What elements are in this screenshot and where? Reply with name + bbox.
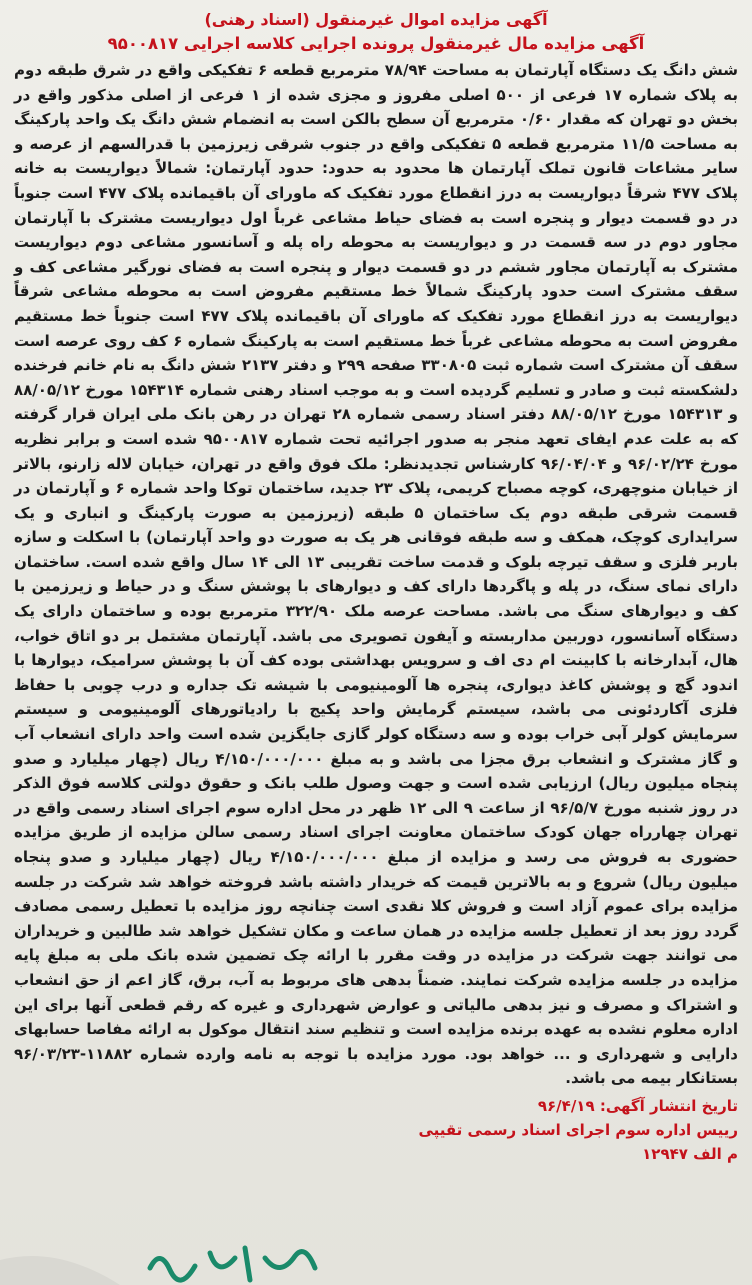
signature: رییس اداره سوم اجرای اسناد رسمی تقیپی — [418, 1120, 738, 1139]
handwritten-scribble — [140, 1228, 340, 1285]
notice-code: م الف ۱۲۹۴۷ — [642, 1144, 738, 1163]
publish-date: تاریخ انتشار آگهی: ۹۶/۴/۱۹ — [537, 1096, 738, 1115]
notice-body: شش دانگ یک دستگاه آپارتمان به مساحت ۷۸/۹۴ مترمربع قطعه ۶ تفکیکی واقع در شرق طبقه دوم به پلاک شماره ۱۷ فرعی از ۵۰۰ اصلی مفروز و مجزی شده از ۱ فرعی از اصلی مذکور واقع در بخش دو تهران که مقدار ۰/۶۰ مترمربع آن سطح بالکن است به انضمام شش دانگ یک واحد پارکینگ به مساحت ۱۱/۵ مترمربع قطعه ۵ تفکیکی واقع در جنوب شرقی زیرزمین با قدرالسهم از عرصه و سایر مشاعات قانون تملک آپارتمان ها محدود به حدود: حدود آپارتمان: شمالاً دیواریست به خانه پلاک ۴۷۷ شرقاً دیواریست به درز انقطاع مورد تفکیک که ماورای آن باقیمانده پلاک ۴۷۷ است جنوباً در دو قسمت دیوار و پنجره است به فضای حیاط مشاعی غرباً اول دیواریست مشترک با آپارتمان مجاور دوم در سه قسمت در و دیواریست به محوطه راه پله و آسانسور مشاعی دوم دیواریست مشترک به آپارتمان مجاور ششم در دو قسمت دیوار و پنجره است به فضای نورگیر مشاعی کف و سقف مشترک است حدود پارکینگ شمالاً خط مستقیم مفروض است به محوطه مشاعی شرقاً دیواریست به درز انقطاع مورد تفکیک که ماورای آن باقیمانده پلاک ۴۷۷ است جنوباً خط مستقیم مفروض است به محوطه مشاعی غرباً خط مستقیم است به پارکینگ شماره ۶ کف روی عرصه است سقف آن مشترک است شماره ثبت ۳۳۰۸۰۵ صفحه ۲۹۹ و دفتر ۲۱۳۷ شش دانگ به نام خانم فرخنده دلشکسته ثبت و صادر و تسلیم گردیده است و به موجب اسناد رهنی شماره ۱۵۴۳۱۴ مورخ ۸۸/۰۵/۱۲ و ۱۵۴۳۱۳ مورخ ۸۸/۰۵/۱۲ دفتر اسناد رسمی شماره ۲۸ تهران در رهن بانک ملی ایران قرار گرفته که به علت عدم ایفای تعهد منجر به صدور اجرائیه تحت شماره ۹۵۰۰۸۱۷ شده است و برابر نظریه مورخ ۹۶/۰۲/۲۴ و ۹۶/۰۴/۰۴ کارشناس تجدیدنظر: ملک فوق واقع در تهران، خیابان لاله زارنو، بالاتر از خیابان منوچهری، کوچه مصباح کریمی، پلاک ۲۳ جدید، ساختمان توکا واحد شماره ۶ و آپارتمان در قسمت شرقی طبقه دوم یک ساختمان ۵ طبقه (زیرزمین به صورت پارکینگ و انباری و یک سرایداری کوچک، همکف و سه طبقه فوقانی هر یک به صورت دو واحد آپارتمان) با اسکلت و سازه باربر فلزی و سقف تیرچه بلوک و قدمت ساخت تقریبی ۱۳ الی ۱۴ سال واقع شده است. ساختمان دارای نمای سنگ، در پله و پاگردها دارای کف و دیوارهای با پوشش سنگ و در حیاط و زیرزمین با کف و دیوارهای سنگ می باشد. مساحت عرصه ملک ۳۲۲/۹۰ مترمربع بوده و ساختمان دارای یک دستگاه آسانسور، دوربین مداربسته و آیفون تصویری می باشد. آپارتمان مشتمل بر دو اتاق خواب، هال، آبدارخانه با کابینت ام دی اف و سرویس بهداشتی بوده کف آن با پوشش سرامیک، دیوارها با اندود گچ و پوشش کاغذ دیواری، پنجره ها آلومینیومی با شیشه تک جداره و درب چوبی با حفاظ فلزی آکاردئونی می باشد، سیستم گرمایش واحد پکیج با رادیاتورهای آلومینیومی و سیستم سرمایش کولر آبی خراب بوده و سه دستگاه کولر گازی جایگزین شده است واحد دارای انشعاب آب و گاز مشترک و انشعاب برق مجزا می باشد و به مبلغ ۴/۱۵۰/۰۰۰/۰۰۰ ریال (چهار میلیارد و صدو پنجاه میلیون ریال) ارزیابی شده است و جهت وصول طلب بانک و حقوق دولتی کلاسه فوق الذکر در روز شنبه مورخ ۹۶/۵/۷ از ساعت ۹ الی ۱۲ ظهر در محل اداره سوم اجرای اسناد رسمی واقع در تهران چهارراه جهان کودک ساختمان معاونت اجرای اسناد رسمی سالن مزایده از طریق مزایده حضوری به فروش می رسد و مزایده از مبلغ ۴/۱۵۰/۰۰۰/۰۰۰ ریال (چهار میلیارد و صدو پنجاه میلیون ریال) شروع و به بالاترین قیمت که خریدار داشته باشد فروخته خواهد شد شرکت در جلسه مزایده برای عموم آزاد است و فروش کلا نقدی است چنانچه روز مزایده با تعطیل رسمی مصادف گردد روز بعد از تعطیل جلسه مزایده در همان ساعت و مکان تشکیل خواهد شد طالبین و خریداران می توانند جهت شرکت در مزایده در وقت مقرر با ارائه چک تضمین شده بانک ملی به مبلغ پایه مزایده در جلسه مزایده شرکت نمایند. ضمناً بدهی های مربوط به آب، برق، گاز اعم از حق انشعاب و اشتراک و مصرف و نیز بدهی مالیاتی و عوارض شهرداری و غیره که رقم قطعی آنها برای این اداره معلوم نشده به عهده برنده مزایده است و تنظیم سند انتقال موکول به ارائه مفاصا حسابهای دارایی و شهرداری و ... خواهد بود. مورد مزایده با توجه به نامه وارده شماره ۱۱۸۸۲-۹۶/۰۳/۲۳ بستانکار بیمه می باشد. — [14, 61, 739, 1088]
torn-corner — [0, 1250, 120, 1285]
notice-subtitle: آگهی مزایده مال غیرمنقول پرونده اجرایی کلاسه اجرایی ۹۵۰۰۸۱۷ — [107, 34, 645, 53]
notice-title: آگهی مزایده اموال غیرمنقول (اسناد رهنی) — [204, 10, 548, 29]
